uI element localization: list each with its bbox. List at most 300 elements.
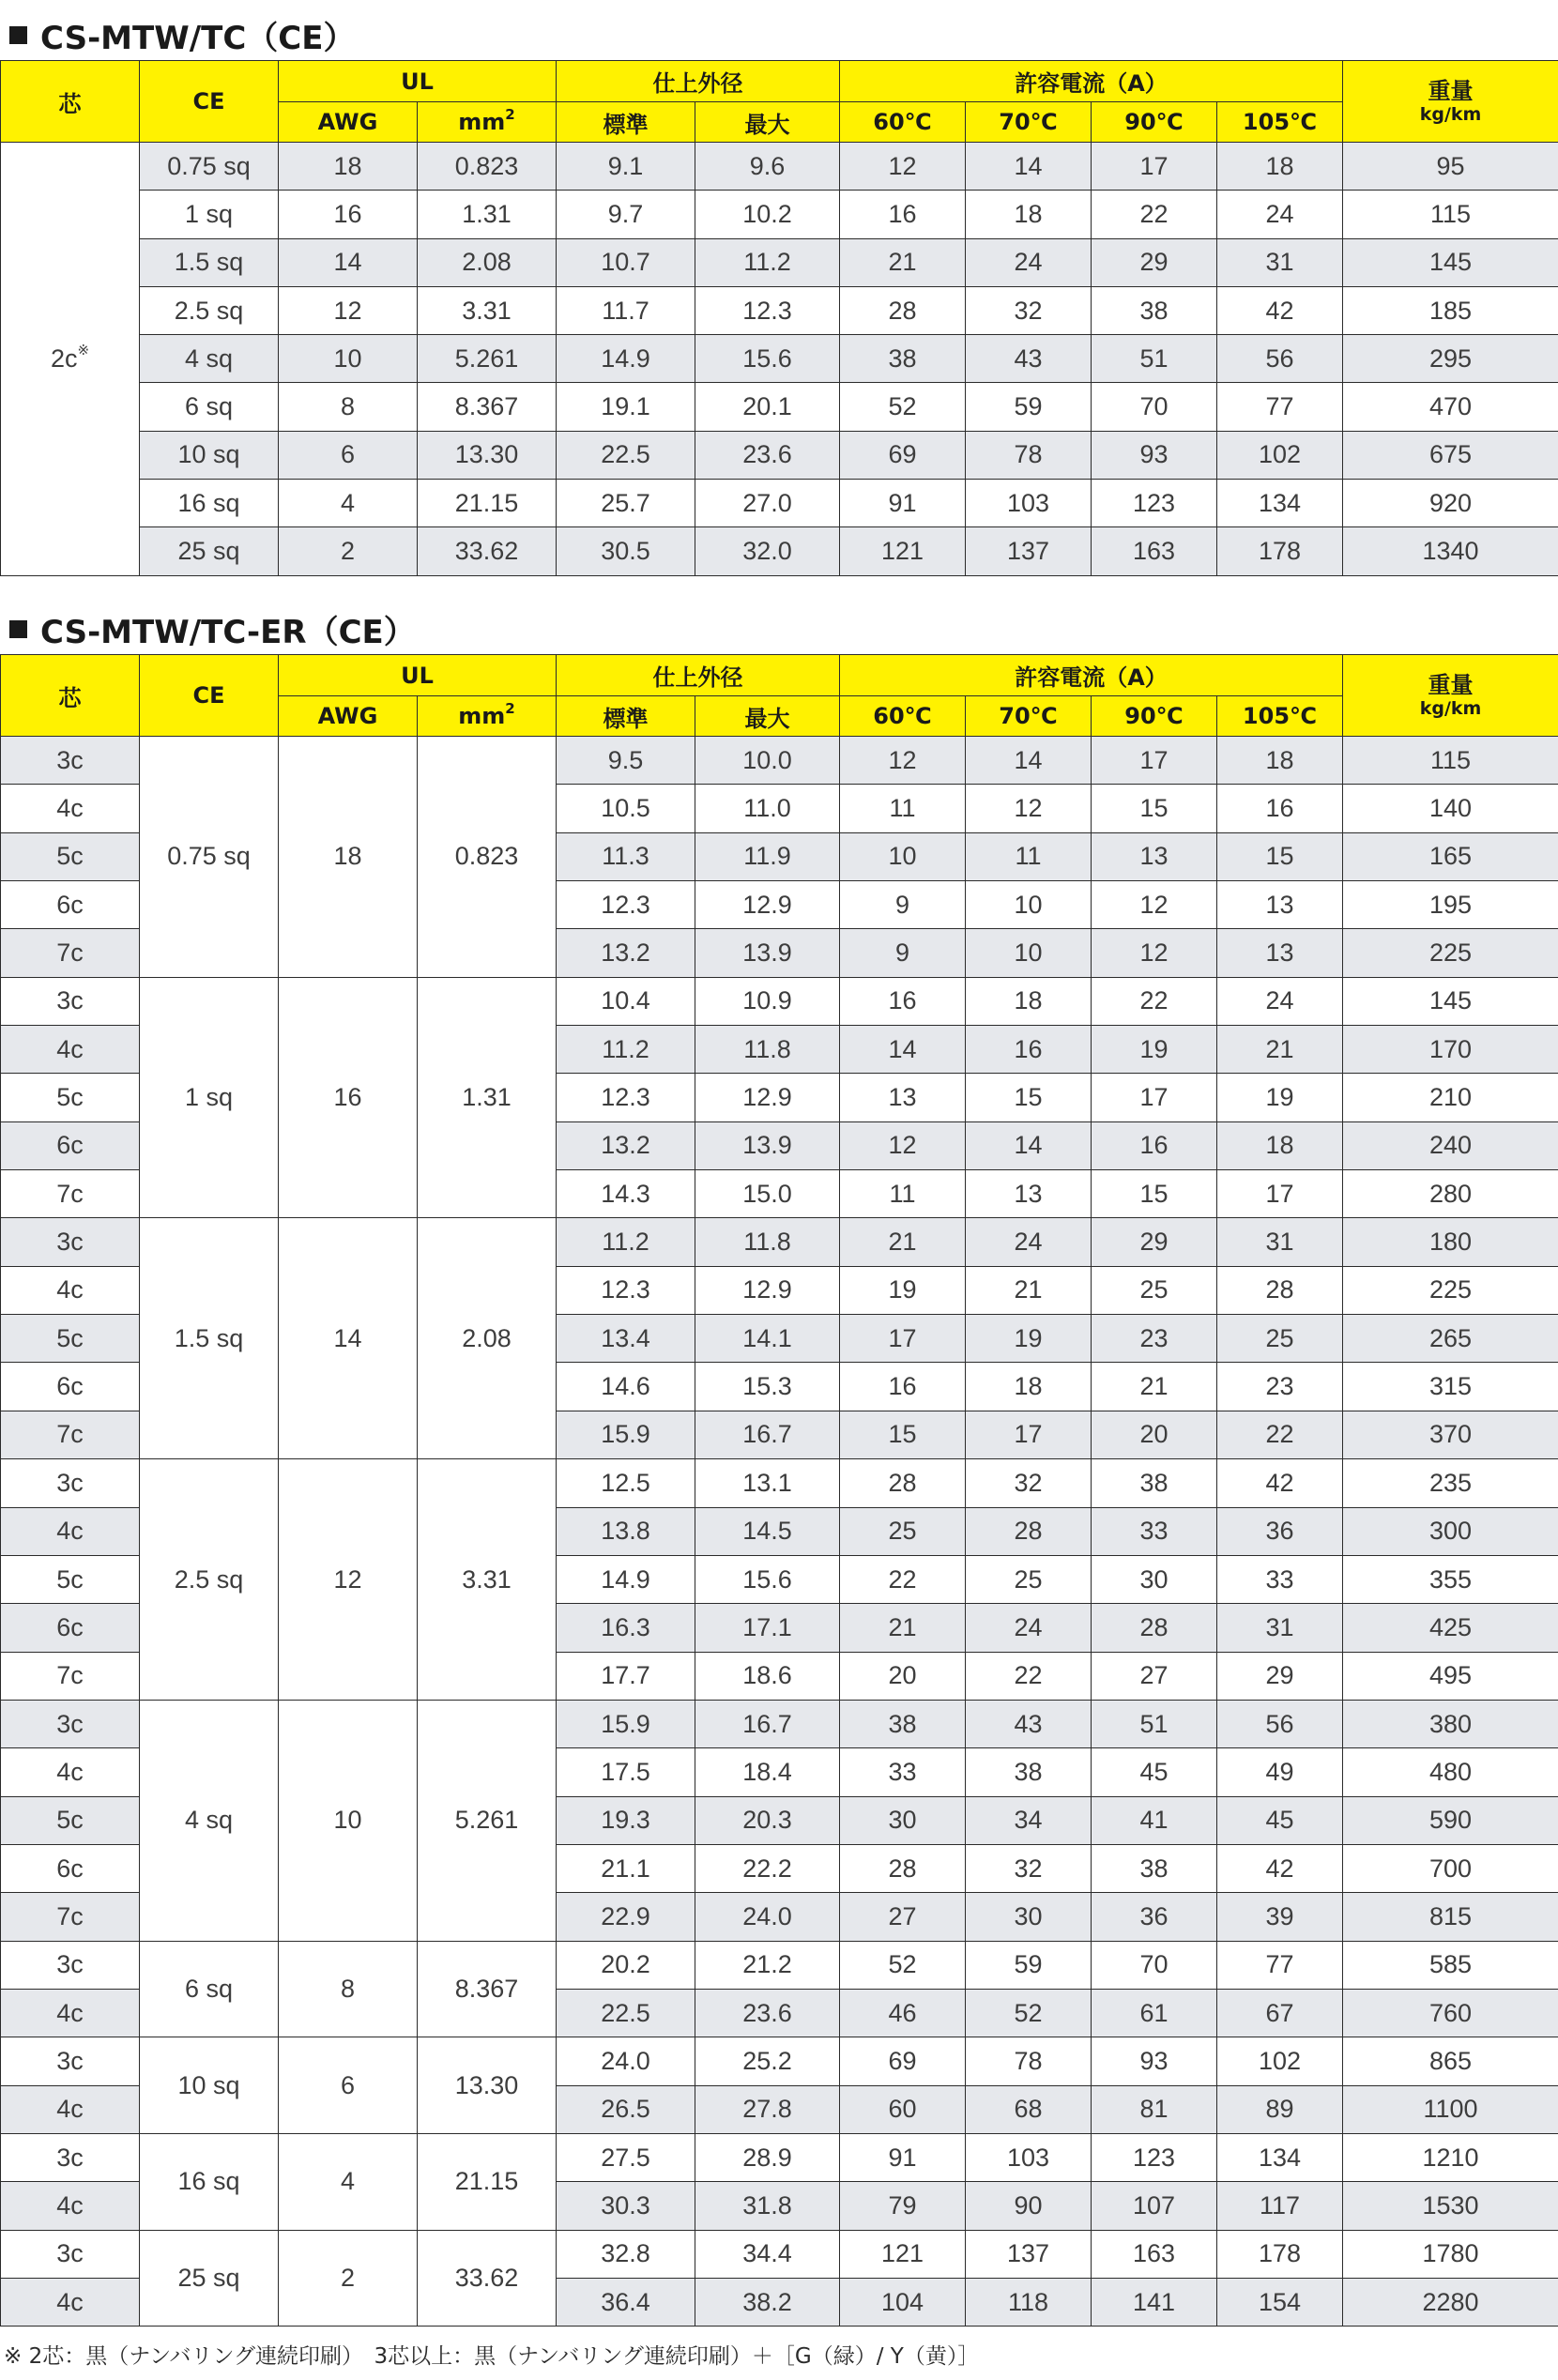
cell-current-90c: 22 xyxy=(1092,191,1217,238)
cell-current-70c: 118 xyxy=(966,2279,1092,2327)
spec-table-2c xyxy=(0,60,1558,576)
cell-core-count: 5c xyxy=(1,1074,140,1121)
cell-awg: 16 xyxy=(279,191,418,238)
cell-mm2: 1.31 xyxy=(418,191,557,238)
cell-current-90c: 45 xyxy=(1092,1748,1217,1796)
cell-current-105c: 13 xyxy=(1217,881,1343,929)
cell-max-od: 11.8 xyxy=(695,1218,840,1266)
header-90c: 90℃ xyxy=(1092,102,1217,143)
header-standard: 標準 xyxy=(557,696,695,737)
cell-current-105c: 24 xyxy=(1217,977,1343,1025)
cell-standard-od: 13.2 xyxy=(557,1121,695,1169)
cell-weight: 170 xyxy=(1343,1026,1558,1074)
header-ce: CE xyxy=(140,61,279,143)
cell-current-70c: 14 xyxy=(966,737,1092,785)
cell-current-60c: 25 xyxy=(840,1507,966,1555)
cell-current-70c: 13 xyxy=(966,1170,1092,1218)
cell-awg: 18 xyxy=(279,737,418,978)
cell-current-70c: 21 xyxy=(966,1266,1092,1314)
cell-awg: 12 xyxy=(279,1459,418,1701)
cell-current-60c: 14 xyxy=(840,1026,966,1074)
cell-ce-size: 1.5 sq xyxy=(140,1218,279,1459)
cell-current-90c: 17 xyxy=(1092,143,1217,191)
cell-current-90c: 123 xyxy=(1092,480,1217,527)
cell-awg: 2 xyxy=(279,2230,418,2327)
square-bullet-icon xyxy=(9,620,27,638)
cell-current-70c: 43 xyxy=(966,1700,1092,1747)
cell-weight: 425 xyxy=(1343,1604,1558,1652)
cell-current-90c: 51 xyxy=(1092,335,1217,383)
cell-current-60c: 38 xyxy=(840,1700,966,1747)
header-awg: AWG xyxy=(279,102,418,143)
cell-core-count: 3c xyxy=(1,1459,140,1507)
cell-current-90c: 61 xyxy=(1092,1989,1217,2037)
cell-max-od: 11.2 xyxy=(695,238,840,286)
cell-standard-od: 11.3 xyxy=(557,832,695,880)
table-row xyxy=(1,191,1558,238)
cell-current-70c: 24 xyxy=(966,1604,1092,1652)
spec-table-multicore xyxy=(0,654,1558,2327)
cell-standard-od: 13.4 xyxy=(557,1315,695,1363)
cell-current-60c: 20 xyxy=(840,1652,966,1700)
header-ul: UL xyxy=(279,61,557,102)
cell-current-60c: 46 xyxy=(840,1989,966,2037)
cell-current-105c: 77 xyxy=(1217,383,1343,431)
cell-current-90c: 163 xyxy=(1092,2230,1217,2278)
header-outer-diameter: 仕上外径 xyxy=(557,61,840,102)
cell-current-60c: 22 xyxy=(840,1555,966,1603)
cell-current-70c: 103 xyxy=(966,480,1092,527)
cell-current-90c: 17 xyxy=(1092,737,1217,785)
cell-current-60c: 11 xyxy=(840,785,966,832)
section-title-text: CS-MTW/TC（CE） xyxy=(40,19,356,57)
cell-standard-od: 27.5 xyxy=(557,2133,695,2181)
cell-mm2: 33.62 xyxy=(418,527,557,575)
cell-current-70c: 28 xyxy=(966,1507,1092,1555)
cell-current-60c: 69 xyxy=(840,431,966,479)
cell-current-90c: 38 xyxy=(1092,1844,1217,1892)
cell-ce-size: 0.75 sq xyxy=(140,737,279,978)
cell-awg: 8 xyxy=(279,383,418,431)
cell-standard-od: 12.3 xyxy=(557,1266,695,1314)
cell-current-105c: 178 xyxy=(1217,2230,1343,2278)
cell-ce-size: 25 sq xyxy=(140,2230,279,2327)
header-mm2 xyxy=(418,102,557,143)
core-label: 2c xyxy=(50,343,78,373)
cell-awg: 14 xyxy=(279,238,418,286)
table-row xyxy=(1,977,1558,1025)
cell-awg: 10 xyxy=(279,1700,418,1941)
cell-standard-od: 10.5 xyxy=(557,785,695,832)
cell-awg: 8 xyxy=(279,1941,418,2037)
footnote: ※ 2芯：黒（ナンバリング連続印刷） 3芯以上：黒（ナンバリング連続印刷）＋［G（緑）/ Y（黄）］ xyxy=(4,2344,980,2369)
cell-current-60c: 104 xyxy=(840,2279,966,2327)
table-row xyxy=(1,431,1558,479)
cell-current-105c: 102 xyxy=(1217,2037,1343,2085)
cell-current-70c: 14 xyxy=(966,143,1092,191)
header-maximum: 最大 xyxy=(695,696,840,737)
cell-weight: 195 xyxy=(1343,881,1558,929)
cell-weight: 1210 xyxy=(1343,2133,1558,2181)
cell-current-70c: 15 xyxy=(966,1074,1092,1121)
cell-standard-od: 30.5 xyxy=(557,527,695,575)
cell-core-count: 4c xyxy=(1,1989,140,2037)
cell-current-105c: 23 xyxy=(1217,1363,1343,1411)
table-row xyxy=(1,238,1558,286)
cell-current-105c: 18 xyxy=(1217,1121,1343,1169)
cell-current-105c: 178 xyxy=(1217,527,1343,575)
cell-max-od: 12.3 xyxy=(695,286,840,334)
cell-mm2: 2.08 xyxy=(418,1218,557,1459)
cell-weight: 1340 xyxy=(1343,527,1558,575)
cell-weight: 1530 xyxy=(1343,2182,1558,2230)
cell-standard-od: 9.1 xyxy=(557,143,695,191)
cell-max-od: 12.9 xyxy=(695,1074,840,1121)
cell-current-90c: 41 xyxy=(1092,1796,1217,1844)
cell-core-count: 3c xyxy=(1,1700,140,1747)
table-row xyxy=(1,480,1558,527)
cell-weight: 145 xyxy=(1343,238,1558,286)
cell-current-105c: 56 xyxy=(1217,335,1343,383)
cell-current-60c: 11 xyxy=(840,1170,966,1218)
cell-standard-od: 13.2 xyxy=(557,929,695,977)
cell-weight: 115 xyxy=(1343,737,1558,785)
cell-current-105c: 134 xyxy=(1217,2133,1343,2181)
table-row xyxy=(1,1218,1558,1266)
cell-standard-od: 32.8 xyxy=(557,2230,695,2278)
cell-current-105c: 31 xyxy=(1217,1218,1343,1266)
cell-standard-od: 16.3 xyxy=(557,1604,695,1652)
cell-current-90c: 16 xyxy=(1092,1121,1217,1169)
cell-current-60c: 16 xyxy=(840,977,966,1025)
section-title-text: CS-MTW/TC-ER（CE） xyxy=(40,613,416,651)
cell-standard-od: 19.3 xyxy=(557,1796,695,1844)
cell-current-70c: 10 xyxy=(966,929,1092,977)
cell-awg: 2 xyxy=(279,527,418,575)
cell-weight: 295 xyxy=(1343,335,1558,383)
cell-current-70c: 32 xyxy=(966,1844,1092,1892)
cell-standard-od: 10.7 xyxy=(557,238,695,286)
cell-core-count: 4c xyxy=(1,785,140,832)
cell-core-count: 7c xyxy=(1,1652,140,1700)
cell-current-105c: 67 xyxy=(1217,1989,1343,2037)
cell-current-90c: 38 xyxy=(1092,286,1217,334)
cell-current-60c: 33 xyxy=(840,1748,966,1796)
cell-current-60c: 91 xyxy=(840,2133,966,2181)
cell-standard-od: 24.0 xyxy=(557,2037,695,2085)
cell-standard-od: 19.1 xyxy=(557,383,695,431)
cell-weight: 210 xyxy=(1343,1074,1558,1121)
cell-current-90c: 38 xyxy=(1092,1459,1217,1507)
cell-current-70c: 52 xyxy=(966,1989,1092,2037)
cell-awg: 14 xyxy=(279,1218,418,1459)
cell-current-70c: 14 xyxy=(966,1121,1092,1169)
cell-standard-od: 10.4 xyxy=(557,977,695,1025)
header-maximum: 最大 xyxy=(695,102,840,143)
cell-weight: 235 xyxy=(1343,1459,1558,1507)
cell-current-60c: 12 xyxy=(840,737,966,785)
cell-core-count: 7c xyxy=(1,1411,140,1458)
cell-current-60c: 28 xyxy=(840,1844,966,1892)
cell-current-105c: 36 xyxy=(1217,1507,1343,1555)
cell-weight: 815 xyxy=(1343,1893,1558,1941)
cell-max-od: 11.8 xyxy=(695,1026,840,1074)
cell-weight: 585 xyxy=(1343,1941,1558,1989)
section-title-1 xyxy=(4,13,355,56)
cell-current-90c: 36 xyxy=(1092,1893,1217,1941)
header-awg: AWG xyxy=(279,696,418,737)
cell-max-od: 18.4 xyxy=(695,1748,840,1796)
cell-weight: 315 xyxy=(1343,1363,1558,1411)
cell-ce-size: 10 sq xyxy=(140,2037,279,2134)
cell-standard-od: 15.9 xyxy=(557,1700,695,1747)
cell-max-od: 27.0 xyxy=(695,480,840,527)
cell-current-70c: 90 xyxy=(966,2182,1092,2230)
cell-current-105c: 29 xyxy=(1217,1652,1343,1700)
cell-standard-od: 22.5 xyxy=(557,431,695,479)
cell-current-70c: 18 xyxy=(966,977,1092,1025)
cell-current-90c: 19 xyxy=(1092,1026,1217,1074)
cell-current-105c: 45 xyxy=(1217,1796,1343,1844)
cell-ce-size: 2.5 sq xyxy=(140,286,279,334)
mm2-superscript: 2 xyxy=(505,700,515,717)
cell-current-60c: 21 xyxy=(840,238,966,286)
cell-max-od: 13.9 xyxy=(695,929,840,977)
cell-current-105c: 21 xyxy=(1217,1026,1343,1074)
cell-mm2: 13.30 xyxy=(418,431,557,479)
cell-core-count: 3c xyxy=(1,2133,140,2181)
cell-mm2: 21.15 xyxy=(418,480,557,527)
cell-current-70c: 19 xyxy=(966,1315,1092,1363)
cell-max-od: 15.6 xyxy=(695,1555,840,1603)
cell-current-60c: 30 xyxy=(840,1796,966,1844)
cell-current-90c: 28 xyxy=(1092,1604,1217,1652)
cell-max-od: 10.0 xyxy=(695,737,840,785)
cell-current-60c: 15 xyxy=(840,1411,966,1458)
cell-weight: 165 xyxy=(1343,832,1558,880)
cell-current-60c: 121 xyxy=(840,2230,966,2278)
header-70c: 70℃ xyxy=(966,102,1092,143)
cell-current-70c: 78 xyxy=(966,431,1092,479)
weight-unit: kg/km xyxy=(1419,104,1482,125)
cell-core-count: 4c xyxy=(1,1507,140,1555)
cell-current-105c: 28 xyxy=(1217,1266,1343,1314)
cell-core-count: 6c xyxy=(1,881,140,929)
cell-max-od: 16.7 xyxy=(695,1700,840,1747)
cell-current-60c: 16 xyxy=(840,191,966,238)
cell-current-105c: 77 xyxy=(1217,1941,1343,1989)
cell-weight: 355 xyxy=(1343,1555,1558,1603)
cell-current-90c: 123 xyxy=(1092,2133,1217,2181)
cell-standard-od: 15.9 xyxy=(557,1411,695,1458)
cell-max-od: 10.9 xyxy=(695,977,840,1025)
table-row xyxy=(1,335,1558,383)
cell-current-60c: 19 xyxy=(840,1266,966,1314)
cell-mm2: 3.31 xyxy=(418,286,557,334)
cell-standard-od: 22.9 xyxy=(557,1893,695,1941)
table-row xyxy=(1,527,1558,575)
cell-current-70c: 32 xyxy=(966,286,1092,334)
cell-awg: 10 xyxy=(279,335,418,383)
cell-core-count: 7c xyxy=(1,929,140,977)
cell-current-60c: 13 xyxy=(840,1074,966,1121)
cell-max-od: 15.6 xyxy=(695,335,840,383)
cell-current-90c: 13 xyxy=(1092,832,1217,880)
cell-weight: 240 xyxy=(1343,1121,1558,1169)
weight-label: 重量 xyxy=(1428,78,1474,104)
cell-current-90c: 29 xyxy=(1092,238,1217,286)
cell-current-105c: 154 xyxy=(1217,2279,1343,2327)
cell-current-70c: 59 xyxy=(966,383,1092,431)
header-weight xyxy=(1343,655,1558,737)
cell-mm2: 21.15 xyxy=(418,2133,557,2230)
header-105c: 105℃ xyxy=(1217,102,1343,143)
cell-mm2: 8.367 xyxy=(418,1941,557,2037)
cell-current-90c: 93 xyxy=(1092,2037,1217,2085)
cell-standard-od: 20.2 xyxy=(557,1941,695,1989)
cell-ce-size: 10 sq xyxy=(140,431,279,479)
cell-mm2: 13.30 xyxy=(418,2037,557,2134)
cell-current-70c: 43 xyxy=(966,335,1092,383)
cell-current-90c: 23 xyxy=(1092,1315,1217,1363)
cell-max-od: 17.1 xyxy=(695,1604,840,1652)
cell-current-70c: 10 xyxy=(966,881,1092,929)
cell-max-od: 13.1 xyxy=(695,1459,840,1507)
header-allowable-current: 許容電流（A） xyxy=(840,655,1343,696)
cell-current-105c: 42 xyxy=(1217,286,1343,334)
cell-standard-od: 21.1 xyxy=(557,1844,695,1892)
cell-core-count: 6c xyxy=(1,1363,140,1411)
section-title-2 xyxy=(4,607,416,650)
table-row xyxy=(1,737,1558,785)
header-allowable-current: 許容電流（A） xyxy=(840,61,1343,102)
cell-max-od: 14.1 xyxy=(695,1315,840,1363)
weight-label: 重量 xyxy=(1428,672,1474,698)
cell-weight: 115 xyxy=(1343,191,1558,238)
cell-current-70c: 18 xyxy=(966,191,1092,238)
cell-max-od: 27.8 xyxy=(695,2085,840,2133)
cell-max-od: 20.1 xyxy=(695,383,840,431)
cell-current-70c: 12 xyxy=(966,785,1092,832)
cell-current-70c: 24 xyxy=(966,238,1092,286)
cell-current-70c: 34 xyxy=(966,1796,1092,1844)
cell-ce-size: 16 sq xyxy=(140,2133,279,2230)
cell-mm2: 5.261 xyxy=(418,1700,557,1941)
cell-current-105c: 39 xyxy=(1217,1893,1343,1941)
cell-current-105c: 102 xyxy=(1217,431,1343,479)
cell-core-count: 7c xyxy=(1,1170,140,1218)
cell-standard-od: 9.5 xyxy=(557,737,695,785)
header-ul: UL xyxy=(279,655,557,696)
cell-current-60c: 91 xyxy=(840,480,966,527)
cell-current-60c: 121 xyxy=(840,527,966,575)
cell-current-60c: 21 xyxy=(840,1604,966,1652)
cell-standard-od: 17.7 xyxy=(557,1652,695,1700)
cell-core-count: 4c xyxy=(1,1026,140,1074)
cell-weight: 180 xyxy=(1343,1218,1558,1266)
cell-max-od: 16.7 xyxy=(695,1411,840,1458)
cell-standard-od: 9.7 xyxy=(557,191,695,238)
cell-max-od: 22.2 xyxy=(695,1844,840,1892)
cell-current-90c: 12 xyxy=(1092,929,1217,977)
cell-standard-od: 26.5 xyxy=(557,2085,695,2133)
cell-current-105c: 31 xyxy=(1217,238,1343,286)
cell-current-70c: 24 xyxy=(966,1218,1092,1266)
cell-mm2: 33.62 xyxy=(418,2230,557,2327)
cell-max-od: 23.6 xyxy=(695,1989,840,2037)
cell-current-90c: 29 xyxy=(1092,1218,1217,1266)
cell-max-od: 34.4 xyxy=(695,2230,840,2278)
weight-unit: kg/km xyxy=(1419,698,1482,719)
cell-max-od: 38.2 xyxy=(695,2279,840,2327)
cell-standard-od: 14.9 xyxy=(557,335,695,383)
cell-current-90c: 141 xyxy=(1092,2279,1217,2327)
cell-current-60c: 52 xyxy=(840,383,966,431)
cell-current-105c: 56 xyxy=(1217,1700,1343,1747)
cell-core-count: 3c xyxy=(1,1941,140,1989)
cell-standard-od: 12.5 xyxy=(557,1459,695,1507)
cell-max-od: 28.9 xyxy=(695,2133,840,2181)
cell-current-105c: 16 xyxy=(1217,785,1343,832)
cell-weight: 185 xyxy=(1343,286,1558,334)
cell-ce-size: 6 sq xyxy=(140,383,279,431)
cell-max-od: 9.6 xyxy=(695,143,840,191)
mm2-superscript: 2 xyxy=(505,106,515,123)
cell-current-90c: 12 xyxy=(1092,881,1217,929)
cell-weight: 920 xyxy=(1343,480,1558,527)
cell-current-90c: 25 xyxy=(1092,1266,1217,1314)
cell-ce-size: 4 sq xyxy=(140,335,279,383)
cell-mm2: 5.261 xyxy=(418,335,557,383)
cell-current-70c: 32 xyxy=(966,1459,1092,1507)
cell-weight: 495 xyxy=(1343,1652,1558,1700)
cell-ce-size: 1.5 sq xyxy=(140,238,279,286)
cell-current-90c: 30 xyxy=(1092,1555,1217,1603)
table-row xyxy=(1,2037,1558,2085)
table-row xyxy=(1,1700,1558,1747)
cell-current-90c: 163 xyxy=(1092,527,1217,575)
cell-current-90c: 22 xyxy=(1092,977,1217,1025)
cell-current-90c: 107 xyxy=(1092,2182,1217,2230)
cell-current-90c: 33 xyxy=(1092,1507,1217,1555)
cell-weight: 280 xyxy=(1343,1170,1558,1218)
cell-mm2: 3.31 xyxy=(418,1459,557,1701)
cell-current-60c: 10 xyxy=(840,832,966,880)
cell-ce-size: 16 sq xyxy=(140,480,279,527)
cell-standard-od: 25.7 xyxy=(557,480,695,527)
header-standard: 標準 xyxy=(557,102,695,143)
cell-standard-od: 14.3 xyxy=(557,1170,695,1218)
cell-current-105c: 15 xyxy=(1217,832,1343,880)
header-70c: 70℃ xyxy=(966,696,1092,737)
cell-current-105c: 134 xyxy=(1217,480,1343,527)
cell-current-70c: 30 xyxy=(966,1893,1092,1941)
cell-max-od: 21.2 xyxy=(695,1941,840,1989)
cell-standard-od: 11.2 xyxy=(557,1026,695,1074)
cell-current-105c: 33 xyxy=(1217,1555,1343,1603)
cell-current-90c: 70 xyxy=(1092,383,1217,431)
cell-weight: 1780 xyxy=(1343,2230,1558,2278)
cell-awg: 6 xyxy=(279,431,418,479)
cell-core-count: 6c xyxy=(1,1604,140,1652)
cell-current-105c: 49 xyxy=(1217,1748,1343,1796)
cell-current-105c: 31 xyxy=(1217,1604,1343,1652)
cell-max-od: 20.3 xyxy=(695,1796,840,1844)
cell-core-count: 3c xyxy=(1,977,140,1025)
cell-max-od: 12.9 xyxy=(695,881,840,929)
cell-current-60c: 12 xyxy=(840,1121,966,1169)
cell-weight: 380 xyxy=(1343,1700,1558,1747)
